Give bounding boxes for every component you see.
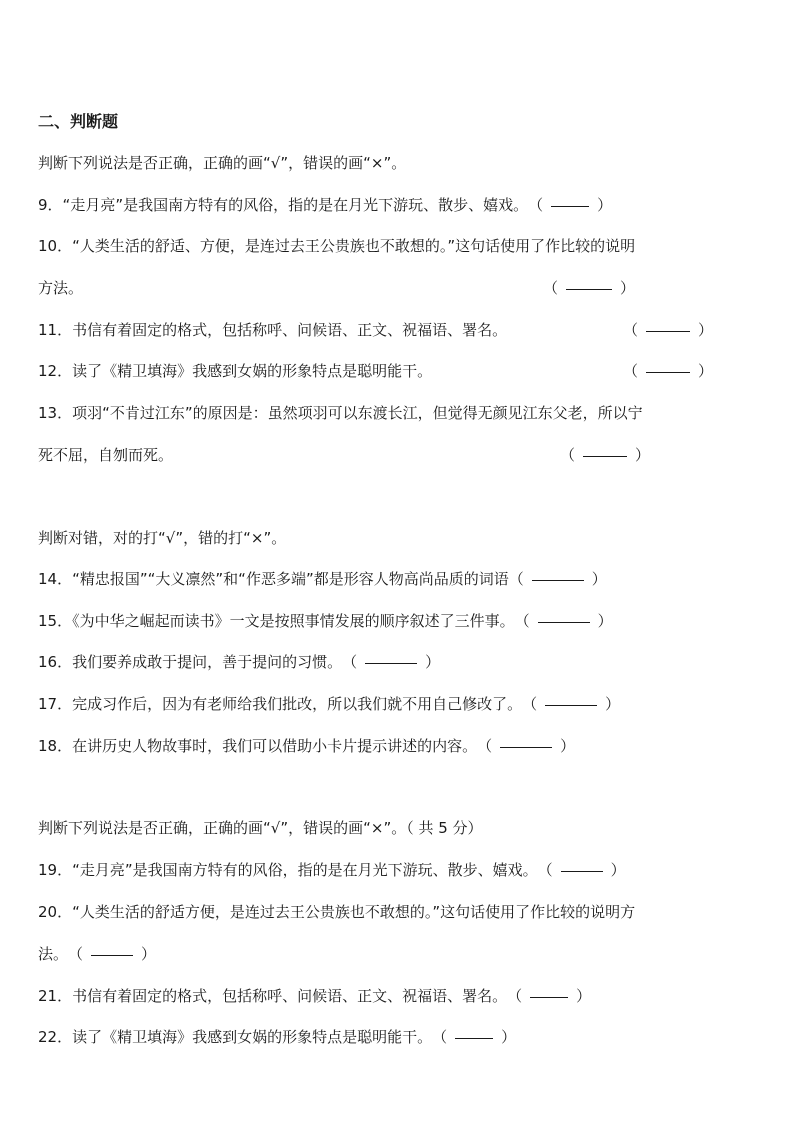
answer-blank[interactable]	[561, 870, 603, 872]
answer-blank[interactable]	[646, 330, 690, 332]
paren-close: ）	[141, 945, 157, 963]
paren-open: （	[508, 570, 524, 588]
question-text: 16．我们要养成敢于提问，善于提问的习惯。	[38, 653, 343, 671]
paren-open: （	[528, 196, 544, 214]
question-text: 10．“人类生活的舒适、方便，是连过去王公贵族也不敢想的。”这句话使用了作比较的说明	[38, 237, 636, 255]
answer-blank[interactable]	[455, 1037, 493, 1039]
paren-open: （	[507, 987, 523, 1005]
paren-open: （	[537, 861, 553, 879]
instruction-group-3: 判断下列说法是否正确，正确的画“√”，错误的画“×”。（ 共 5 分）	[38, 819, 483, 837]
paren-open: （	[560, 446, 576, 464]
paren-close: ）	[576, 987, 592, 1005]
question-15	[38, 611, 763, 631]
question-21	[38, 986, 763, 1006]
paren-close: ）	[620, 279, 636, 297]
paren-open: （	[522, 695, 538, 713]
answer-blank[interactable]	[566, 288, 612, 290]
paren-open: （	[432, 1028, 448, 1046]
question-13-cont	[38, 445, 763, 465]
question-17	[38, 694, 763, 714]
paren-close: ）	[591, 570, 607, 588]
paren-open: （	[342, 653, 358, 671]
question-20-cont	[38, 944, 763, 964]
question-text: 21．书信有着固定的格式，包括称呼、问候语、正文、祝福语、署名。	[38, 987, 508, 1005]
paren-close: ）	[610, 861, 626, 879]
answer-blank[interactable]	[532, 579, 584, 581]
question-text: 20．“人类生活的舒适方便，是连过去王公贵族也不敢想的。”这句话使用了作比较的说明方	[38, 903, 636, 921]
instruction-group-1: 判断下列说法是否正确，正确的画“√”，错误的画“×”。	[38, 154, 407, 172]
answer-blank[interactable]	[545, 704, 597, 706]
question-16	[38, 652, 763, 672]
answer-blank[interactable]	[365, 662, 417, 664]
paren-close: ）	[425, 653, 441, 671]
answer-blank[interactable]	[583, 455, 627, 457]
question-text: 17．完成习作后，因为有老师给我们批改，所以我们就不用自己修改了。	[38, 695, 523, 713]
question-12	[38, 361, 763, 381]
paren-open: （	[477, 737, 493, 755]
question-19	[38, 860, 763, 880]
paren-close: ）	[560, 737, 576, 755]
question-9	[38, 195, 763, 215]
question-text: 14．“精忠报国”“大义凛然”和“作恶多端”都是形容人物高尚品质的词语	[38, 570, 509, 588]
paren-open: （	[514, 612, 530, 630]
paren-close: ）	[698, 362, 714, 380]
question-text: 11．书信有着固定的格式，包括称呼、问候语、正文、祝福语、署名。	[38, 321, 508, 339]
question-text-cont: 方法。	[38, 279, 84, 297]
question-10-cont	[38, 278, 763, 298]
question-18	[38, 736, 763, 756]
paren-close: ）	[635, 446, 651, 464]
paren-close: ）	[605, 695, 621, 713]
question-14	[38, 569, 763, 589]
answer-blank[interactable]	[91, 954, 133, 956]
answer-blank[interactable]	[530, 996, 568, 998]
answer-blank[interactable]	[500, 746, 552, 748]
question-20	[38, 902, 763, 922]
answer-blank[interactable]	[538, 621, 590, 623]
paren-close: ）	[501, 1028, 517, 1046]
question-text: 13．项羽“不肯过江东”的原因是：虽然项羽可以东渡长江，但觉得无颜见江东父老，所以宁	[38, 404, 643, 422]
paren-open: （	[543, 279, 559, 297]
question-11	[38, 320, 763, 340]
paren-open: （	[623, 362, 639, 380]
section-title: 二、判断题	[38, 112, 119, 131]
question-text: 22．读了《精卫填海》我感到女娲的形象特点是聪明能干。	[38, 1028, 433, 1046]
question-text: 15．《为中华之崛起而读书》一文是按照事情发展的顺序叙述了三件事。	[38, 612, 515, 630]
paren-close: ）	[597, 196, 613, 214]
instruction-group-2: 判断对错，对的打“√”，错的打“×”。	[38, 529, 287, 547]
answer-blank[interactable]	[551, 205, 589, 207]
question-22	[38, 1027, 763, 1047]
question-text: 12．读了《精卫填海》我感到女娲的形象特点是聪明能干。	[38, 362, 433, 380]
paren-close: ）	[698, 321, 714, 339]
question-13	[38, 403, 763, 423]
paren-open: （	[68, 945, 84, 963]
question-text-cont: 死不屈，自刎而死。	[38, 446, 174, 464]
paren-close: ）	[597, 612, 613, 630]
paren-open: （	[623, 321, 639, 339]
question-text-cont: 法。	[38, 945, 69, 963]
question-10	[38, 236, 763, 256]
question-text: 9．“走月亮”是我国南方特有的风俗，指的是在月光下游玩、散步、嬉戏。	[38, 196, 529, 214]
answer-blank[interactable]	[646, 371, 690, 373]
question-text: 19．“走月亮”是我国南方特有的风俗，指的是在月光下游玩、散步、嬉戏。	[38, 861, 538, 879]
question-text: 18．在讲历史人物故事时，我们可以借助小卡片提示讲述的内容。	[38, 737, 478, 755]
